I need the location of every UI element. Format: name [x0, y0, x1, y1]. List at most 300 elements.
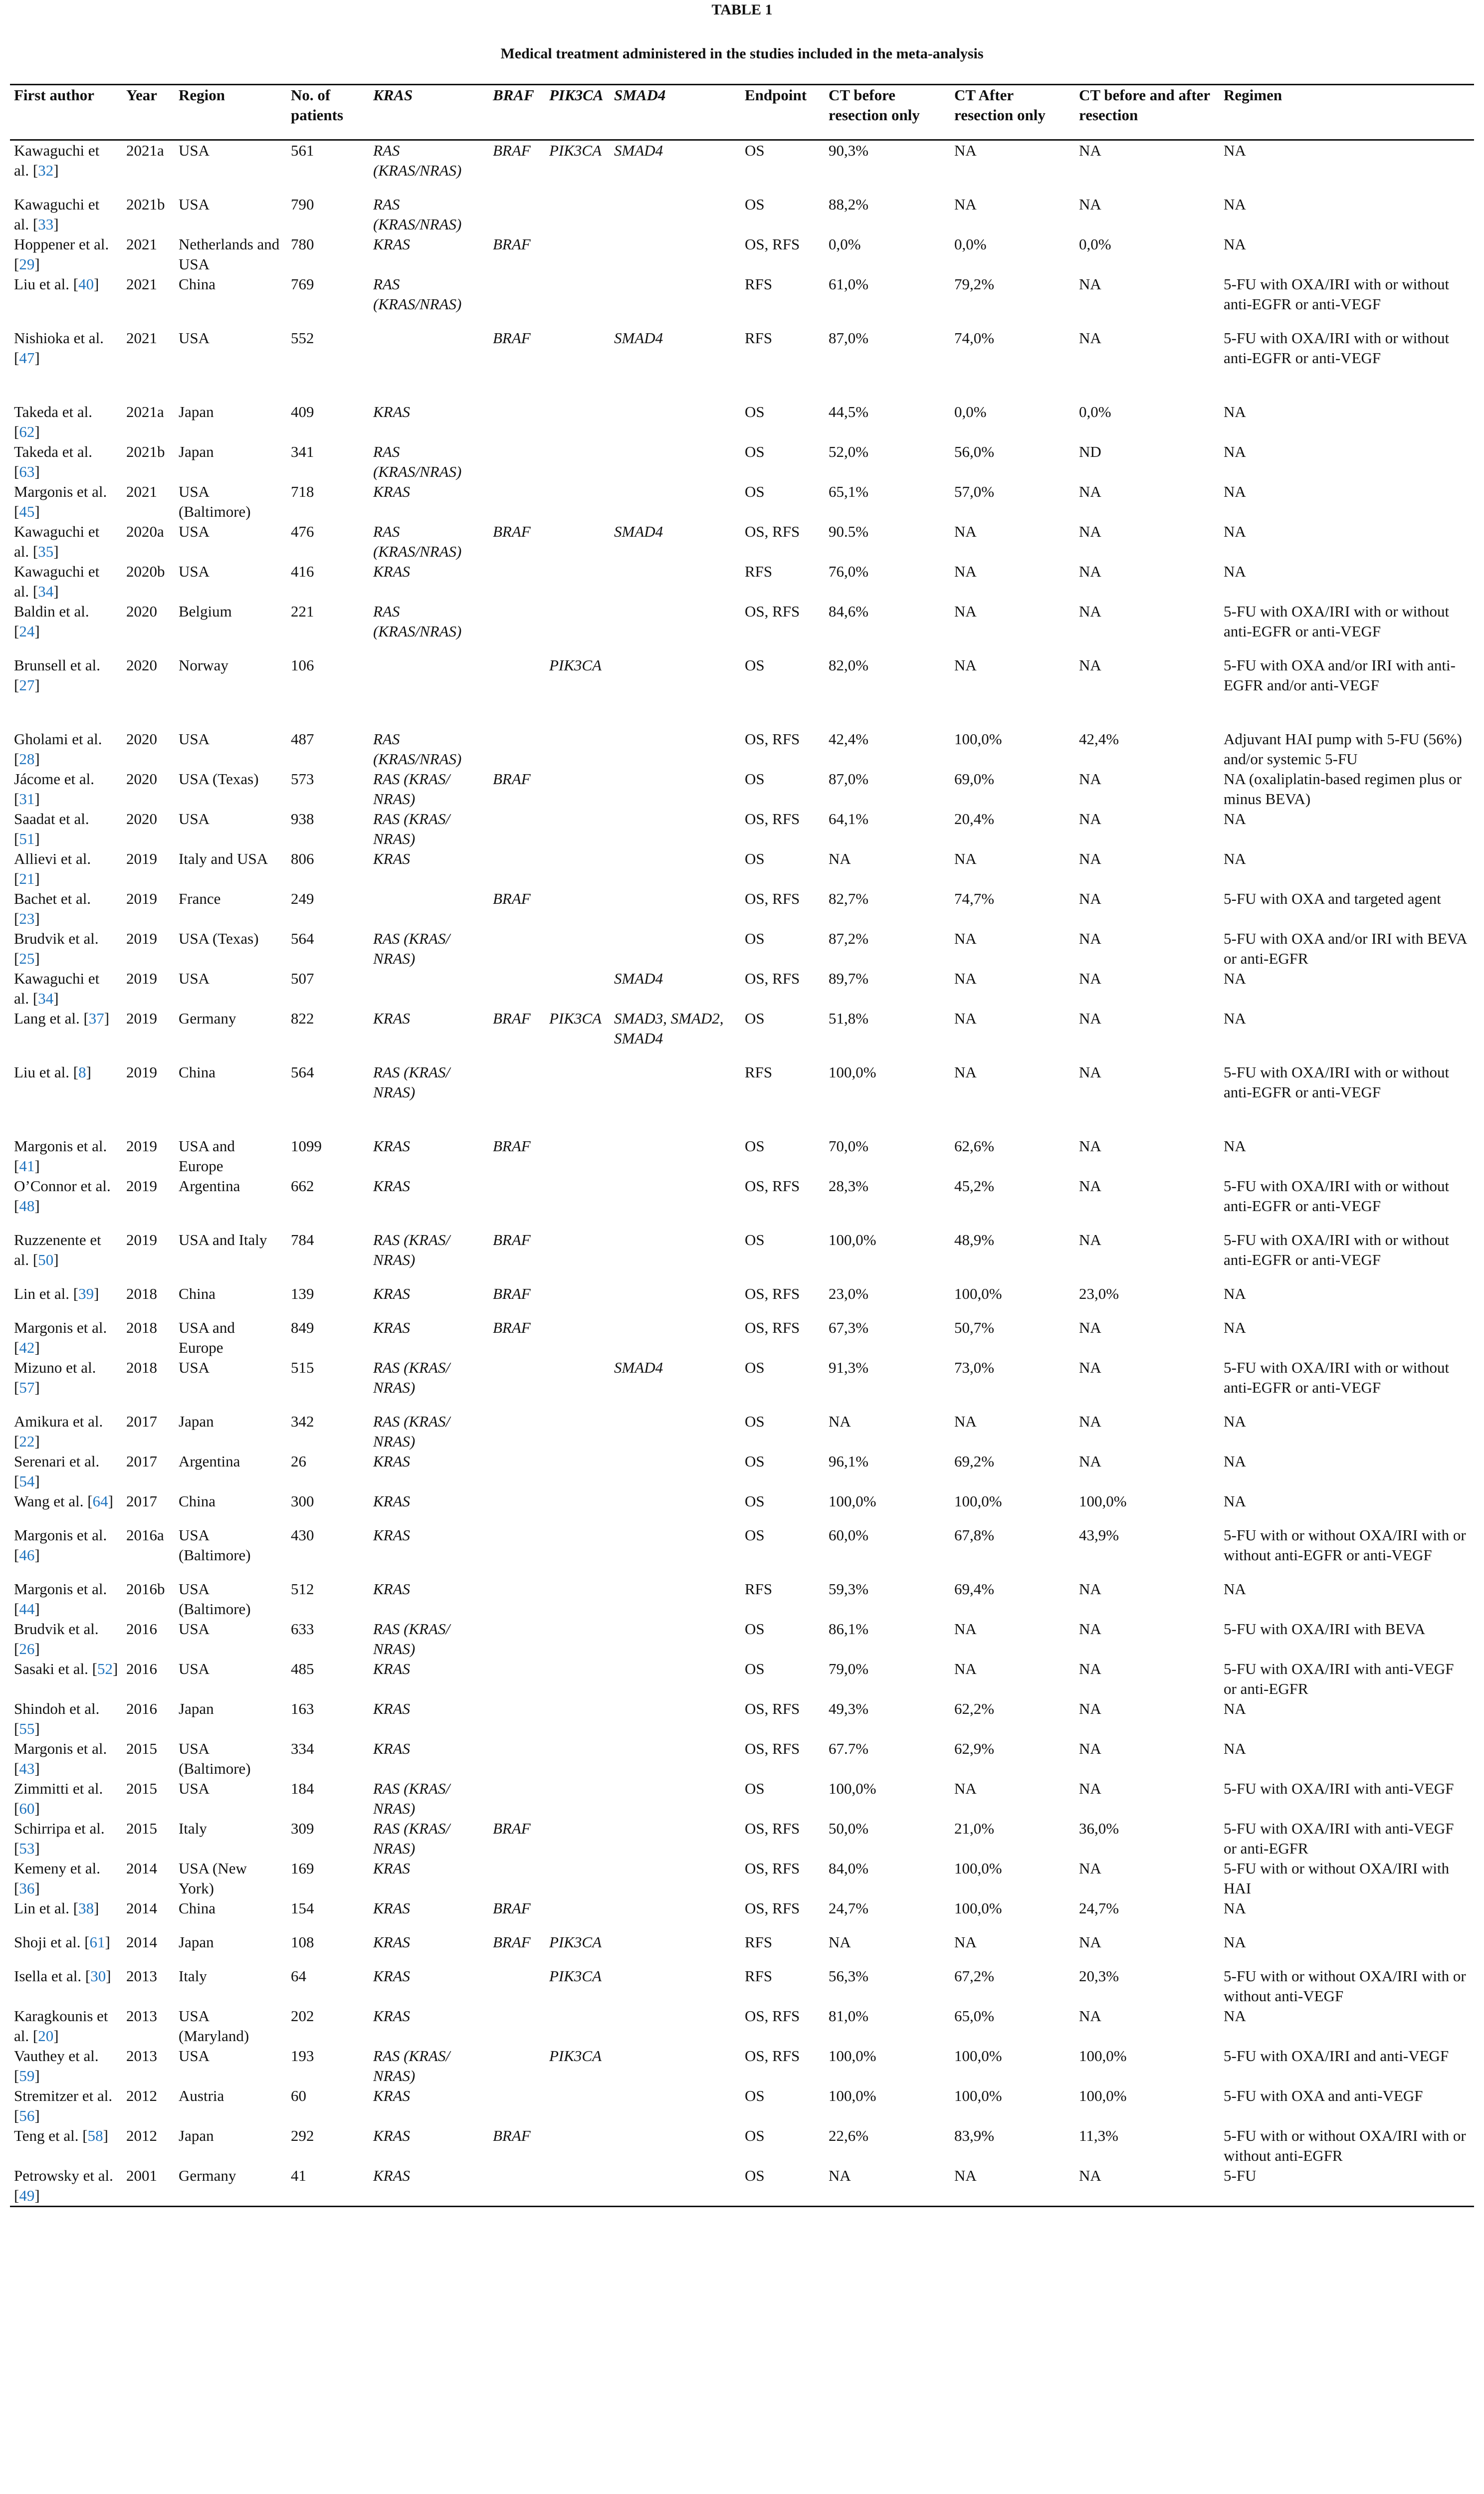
row-region: USA (Texas): [179, 770, 259, 788]
row-pik3ca: [545, 1412, 610, 1452]
table-row: [10, 929, 1474, 969]
row-ct-both: NA: [1079, 2007, 1101, 2025]
row-year: 2021: [126, 483, 157, 500]
citation-link[interactable]: 39: [78, 1285, 94, 1302]
row-kras: RAS (KRAS/ NRAS): [373, 1780, 450, 1817]
row-patients: 780: [291, 235, 314, 253]
row-ct-before: 28,3%: [829, 1177, 869, 1195]
row-pik3ca: [545, 274, 610, 328]
table-row: [10, 442, 1474, 482]
citation-link[interactable]: 43: [19, 1760, 35, 1777]
author-name: Bachet et al.: [14, 890, 91, 907]
row-ct-before: 52,0%: [829, 443, 869, 460]
row-regimen: 5-FU with OXA/IRI with anti-VEGF: [1224, 1780, 1454, 1797]
row-region: Italy: [179, 1967, 207, 1985]
row-region: USA: [179, 810, 210, 828]
row-year: 2020a: [126, 523, 164, 540]
row-braf: BRAF: [493, 1231, 531, 1248]
author-name: Teng et al.: [14, 2127, 79, 2144]
citation-link[interactable]: 46: [19, 1546, 35, 1564]
row-ct-both: NA: [1079, 483, 1101, 500]
row-kras: RAS (KRAS/ NRAS): [373, 2047, 450, 2084]
row-ct-after: NA: [954, 603, 977, 620]
table-row: [10, 1699, 1474, 1739]
header-braf: BRAF: [489, 85, 545, 140]
row-braf: [489, 729, 545, 769]
table-row: [10, 1659, 1474, 1699]
author-name: Lang et al.: [14, 1010, 80, 1027]
row-regimen: 5-FU with OXA/IRI with or without anti-EGFR or anti-VEGF: [1224, 275, 1450, 313]
row-regimen: NA: [1224, 523, 1246, 540]
citation-link[interactable]: 53: [19, 1840, 35, 1857]
citation-link[interactable]: 52: [97, 1660, 113, 1677]
citation-link[interactable]: 64: [92, 1492, 108, 1510]
row-smad4: [610, 1739, 741, 1779]
row-ct-after: NA: [950, 2166, 1075, 2207]
citation-link[interactable]: 42: [19, 1339, 35, 1356]
header-smad4: SMAD4: [610, 85, 741, 140]
row-ct-after: NA: [954, 563, 977, 580]
row-pik3ca: [545, 1318, 610, 1358]
citation-link[interactable]: 22: [19, 1433, 35, 1450]
row-kras: RAS (KRAS/ NRAS): [373, 1820, 450, 1857]
row-pik3ca: [545, 2126, 610, 2166]
row-ct-before: 79,0%: [829, 1660, 869, 1677]
table-row: [10, 1358, 1474, 1412]
row-ct-before: 42,4%: [829, 730, 869, 748]
row-smad4: [610, 1898, 741, 1932]
citation-link[interactable]: 33: [38, 215, 54, 233]
row-endpoint: OS: [745, 1231, 765, 1248]
row-regimen: 5-FU with or without OXA/IRI with or without anti-EGFR: [1224, 2127, 1466, 2164]
row-first-author: Brunsell et al. [27]: [14, 656, 101, 694]
author-name: Liu et al.: [14, 275, 70, 293]
row-ct-after: 100,0%: [954, 2087, 1002, 2104]
row-kras: RAS (KRAS/ NRAS): [373, 1620, 450, 1658]
row-patients: 790: [291, 196, 314, 213]
row-patients: 409: [291, 403, 314, 420]
row-year: 2014: [126, 1899, 157, 1917]
row-smad4: [610, 2086, 741, 2126]
row-region: USA: [179, 142, 210, 159]
row-pik3ca: [545, 1859, 610, 1898]
header-patients: No. of patients: [287, 85, 369, 140]
row-kras: RAS (KRAS/NRAS): [373, 603, 462, 640]
citation-link[interactable]: 8: [78, 1063, 86, 1081]
row-ct-before: 87,0%: [829, 329, 869, 347]
header-ct-both: CT before and after resection: [1075, 85, 1220, 140]
citation-link[interactable]: 40: [78, 275, 94, 293]
row-ct-after: 21,0%: [954, 1820, 995, 1837]
row-endpoint: RFS: [745, 563, 773, 580]
row-region: France: [179, 890, 221, 907]
row-ct-after: NA: [954, 523, 977, 540]
row-ct-both: NA: [1079, 1137, 1101, 1155]
row-year: 2021: [126, 329, 157, 347]
row-ct-before: 24,7%: [829, 1899, 869, 1917]
row-ct-before: 100,0%: [829, 1063, 876, 1081]
row-smad4: [610, 1699, 741, 1739]
row-region: USA and Europe: [179, 1319, 235, 1356]
citation-link[interactable]: 62: [19, 423, 35, 440]
citation-link[interactable]: 48: [19, 1197, 35, 1215]
row-ct-after: 62,2%: [954, 1700, 995, 1717]
row-region: USA and Europe: [179, 1137, 235, 1175]
row-year: 2016: [126, 1620, 157, 1638]
row-year: 2021b: [126, 196, 165, 213]
table-row: [10, 1491, 1474, 1525]
author-name: Kawaguchi et al.: [14, 142, 100, 179]
citation-link[interactable]: 26: [19, 1640, 35, 1658]
citation-link[interactable]: 51: [19, 830, 35, 847]
row-pik3ca: [545, 1739, 610, 1779]
row-ct-before: 90,3%: [829, 142, 869, 159]
row-regimen: NA: [1224, 1580, 1246, 1598]
row-pik3ca: [545, 522, 610, 562]
row-endpoint: OS, RFS: [745, 1820, 800, 1837]
row-pik3ca: [545, 969, 610, 1009]
row-kras: KRAS: [373, 1177, 411, 1195]
row-endpoint: OS: [745, 483, 765, 500]
row-region: USA: [179, 730, 210, 748]
header-ct-before: CT before resection only: [825, 85, 950, 140]
row-endpoint: RFS: [745, 275, 773, 293]
row-year: 2018: [126, 1359, 157, 1376]
citation-link[interactable]: 57: [19, 1379, 35, 1396]
row-smad4: [610, 729, 741, 769]
row-braf: [489, 1579, 545, 1619]
row-ct-both: NA: [1079, 1063, 1101, 1081]
row-first-author: Margonis et al. [44]: [14, 1580, 107, 1618]
row-first-author: Bachet et al. [23]: [14, 890, 91, 927]
citation-link[interactable]: 21: [19, 870, 35, 887]
author-name: Lin et al.: [14, 1285, 70, 1302]
row-pik3ca: [545, 1659, 610, 1699]
row-region: USA: [179, 970, 210, 987]
row-smad4: [610, 1176, 741, 1230]
citation-link[interactable]: 45: [19, 503, 35, 520]
row-braf: [489, 195, 545, 234]
author-name: Schirripa et al.: [14, 1820, 105, 1837]
citation-link[interactable]: 58: [87, 2127, 103, 2144]
row-pik3ca: PIK3CA: [549, 656, 602, 674]
row-smad4: [610, 1318, 741, 1358]
row-ct-after: 100,0%: [954, 730, 1002, 748]
table-row: [10, 769, 1474, 809]
row-regimen: 5-FU with OXA and/or IRI with BEVA or anti-EGFR: [1224, 930, 1467, 967]
row-endpoint: OS: [745, 1137, 765, 1155]
row-first-author: Allievi et al. [21]: [14, 850, 91, 887]
row-pik3ca: [545, 889, 610, 929]
row-smad4: [610, 889, 741, 929]
row-ct-before: 100,0%: [829, 1492, 876, 1510]
author-name: Kawaguchi et al.: [14, 196, 100, 233]
citation-link[interactable]: 49: [19, 2187, 35, 2204]
row-smad4: [610, 1230, 741, 1284]
author-name: Stremitzer et al.: [14, 2087, 113, 2104]
row-ct-before: 65,1%: [829, 483, 869, 500]
row-braf: [489, 1699, 545, 1739]
row-ct-both: NA: [1079, 1860, 1101, 1877]
row-region: USA (Baltimore): [179, 1526, 251, 1564]
row-pik3ca: [545, 849, 610, 889]
row-pik3ca: [545, 234, 610, 274]
row-ct-both: NA: [1079, 770, 1101, 788]
citation-link[interactable]: 56: [19, 2107, 35, 2124]
author-name: Sasaki et al.: [14, 1660, 88, 1677]
row-ct-before: 100,0%: [829, 2047, 876, 2065]
citation-link[interactable]: 47: [19, 349, 35, 367]
row-ct-after: 57,0%: [954, 483, 995, 500]
citation-link[interactable]: 50: [38, 1251, 54, 1268]
row-braf: [489, 442, 545, 482]
row-ct-both: NA: [1079, 275, 1101, 293]
row-regimen: NA: [1224, 443, 1246, 460]
row-ct-after: 74,0%: [954, 329, 995, 347]
row-endpoint: OS: [745, 1492, 765, 1510]
row-first-author: Margonis et al. [45]: [14, 483, 107, 520]
row-patients: 822: [291, 1010, 314, 1027]
author-name: Shindoh et al.: [14, 1700, 100, 1717]
author-name: Brudvik et al.: [14, 1620, 99, 1638]
row-patients: 193: [291, 2047, 314, 2065]
header-pik3ca: PIK3CA: [545, 85, 610, 140]
row-regimen: NA: [1224, 403, 1246, 420]
row-ct-after: NA: [954, 1660, 977, 1677]
row-smad4: [610, 402, 741, 442]
row-endpoint: OS, RFS: [745, 1740, 800, 1757]
citation-link[interactable]: 28: [19, 750, 35, 768]
citation-link[interactable]: 44: [19, 1600, 35, 1618]
row-ct-both: NA: [1079, 603, 1101, 620]
row-ct-before: 49,3%: [829, 1700, 869, 1717]
row-ct-after: 45,2%: [954, 1177, 995, 1195]
row-smad4: [610, 1062, 741, 1136]
row-first-author: Lang et al. [37]: [14, 1010, 110, 1027]
row-endpoint: OS, RFS: [745, 1860, 800, 1877]
row-pik3ca: [545, 1452, 610, 1491]
row-kras: RAS (KRAS/ NRAS): [373, 1359, 450, 1396]
author-name: Shoji et al.: [14, 1933, 81, 1951]
citation-link[interactable]: 61: [89, 1933, 105, 1951]
row-year: 2016: [126, 1700, 157, 1717]
row-first-author: Kemeny et al. [36]: [14, 1860, 101, 1897]
row-ct-after: NA: [954, 1780, 977, 1797]
row-ct-both: NA: [1079, 1933, 1101, 1951]
row-smad4: SMAD4: [614, 523, 663, 540]
row-first-author: Serenari et al. [54]: [14, 1453, 100, 1490]
row-ct-after: 100,0%: [954, 1899, 1002, 1917]
row-endpoint: RFS: [745, 1063, 773, 1081]
citation-link[interactable]: 30: [90, 1967, 106, 1985]
row-region: USA: [179, 1660, 210, 1677]
row-kras: KRAS: [373, 483, 411, 500]
row-first-author: Shoji et al. [61]: [14, 1933, 110, 1951]
row-braf: BRAF: [493, 235, 531, 253]
citation-link[interactable]: 55: [19, 1720, 35, 1737]
row-ct-after: NA: [954, 1620, 977, 1638]
author-name: Margonis et al.: [14, 1319, 107, 1336]
row-pik3ca: [545, 1525, 610, 1579]
row-regimen: 5-FU with OXA/IRI with or without anti-EGFR or anti-VEGF: [1224, 1177, 1450, 1215]
row-braf: BRAF: [493, 523, 531, 540]
row-ct-after: 83,9%: [954, 2127, 995, 2144]
row-year: 2017: [126, 1453, 157, 1470]
row-ct-before: 60,0%: [829, 1526, 869, 1544]
row-year: 2013: [126, 1967, 157, 1985]
row-kras: [369, 969, 489, 1009]
citation-link[interactable]: 36: [19, 1879, 35, 1897]
row-regimen: 5-FU with or without OXA/IRI with or without anti-VEGF: [1224, 1967, 1466, 2005]
row-regimen: 5-FU with OXA/IRI with anti-VEGF or anti-EGFR: [1224, 1660, 1454, 1697]
row-ct-both: NA: [1079, 930, 1101, 947]
row-ct-before: 67.7%: [829, 1740, 869, 1757]
row-endpoint: OS: [745, 2127, 765, 2144]
row-region: USA (Baltimore): [179, 1740, 251, 1777]
citation-link[interactable]: 54: [19, 1472, 35, 1490]
row-endpoint: OS: [745, 403, 765, 420]
row-ct-before: 100,0%: [829, 1231, 876, 1248]
row-year: 2020: [126, 730, 157, 748]
row-endpoint: OS, RFS: [745, 1319, 800, 1336]
row-ct-before: 91,3%: [829, 1359, 869, 1376]
row-year: 2019: [126, 930, 157, 947]
row-ct-both: NA: [1079, 1177, 1101, 1195]
citation-link[interactable]: 34: [38, 583, 54, 600]
author-name: Margonis et al.: [14, 483, 107, 500]
citation-link[interactable]: 29: [19, 255, 35, 273]
citation-link[interactable]: 20: [38, 2027, 54, 2045]
row-patients: 561: [291, 142, 314, 159]
citation-link[interactable]: 25: [19, 950, 35, 967]
row-pik3ca: [545, 195, 610, 234]
row-first-author: Kawaguchi et al. [34]: [14, 970, 100, 1007]
author-name: Mizuno et al.: [14, 1359, 96, 1376]
row-first-author: Sasaki et al. [52]: [14, 1660, 118, 1677]
row-year: 2015: [126, 1820, 157, 1837]
row-ct-before: 82,7%: [829, 890, 869, 907]
row-pik3ca: PIK3CA: [549, 142, 602, 159]
row-pik3ca: [545, 602, 610, 655]
row-ct-before: 90.5%: [829, 523, 869, 540]
row-first-author: Takeda et al. [63]: [14, 443, 93, 480]
header-first-author: First author: [10, 85, 122, 140]
row-first-author: Kawaguchi et al. [35]: [14, 523, 100, 560]
row-ct-after: 62,6%: [954, 1137, 995, 1155]
row-endpoint: OS, RFS: [745, 523, 800, 540]
row-regimen: NA: [1224, 1933, 1246, 1951]
row-year: 2017: [126, 1413, 157, 1430]
row-ct-before: 67,3%: [829, 1319, 869, 1336]
citation-link[interactable]: 24: [19, 623, 35, 640]
row-pik3ca: [545, 442, 610, 482]
row-regimen: 5-FU with OXA and targeted agent: [1224, 890, 1441, 907]
row-first-author: Wang et al. [64]: [14, 1492, 113, 1510]
row-region: Japan: [179, 1700, 214, 1717]
row-regimen: NA: [1224, 1453, 1246, 1470]
author-name: Isella et al.: [14, 1967, 82, 1985]
row-pik3ca: PIK3CA: [549, 1967, 602, 1985]
row-region: China: [179, 1899, 216, 1917]
row-kras: RAS (KRAS/ NRAS): [373, 770, 450, 808]
table-row: [10, 274, 1474, 328]
row-pik3ca: [545, 1898, 610, 1932]
citation-link[interactable]: 60: [19, 1800, 35, 1817]
author-name: O’Connor et al.: [14, 1177, 111, 1195]
row-year: 2016a: [126, 1526, 164, 1544]
row-kras: KRAS: [369, 2166, 489, 2207]
citation-link[interactable]: 35: [38, 543, 54, 560]
row-ct-before: 59,3%: [829, 1580, 869, 1598]
row-kras: [369, 889, 489, 929]
row-ct-both: NA: [1075, 2166, 1220, 2207]
row-kras: KRAS: [373, 2007, 411, 2025]
table-row: [10, 140, 1474, 195]
row-ct-both: 100,0%: [1079, 2047, 1127, 2065]
row-first-author: Brudvik et al. [26]: [14, 1620, 99, 1658]
row-year: 2015: [126, 1780, 157, 1797]
row-smad4: [610, 1659, 741, 1699]
row-braf: [489, 809, 545, 849]
row-pik3ca: PIK3CA: [549, 1933, 602, 1951]
row-endpoint: OS: [745, 1620, 765, 1638]
table-row: [10, 1739, 1474, 1779]
row-patients: 515: [291, 1359, 314, 1376]
row-patients: 184: [291, 1780, 314, 1797]
row-region: USA: [179, 523, 210, 540]
row-ct-before: NA: [829, 1413, 851, 1430]
table-row: [10, 1284, 1474, 1318]
row-regimen: 5-FU with or without OXA/IRI with HAI: [1224, 1860, 1450, 1897]
table-row: [10, 602, 1474, 655]
row-smad4: [610, 1966, 741, 2006]
table-row: [10, 402, 1474, 442]
row-region: Argentina: [179, 1177, 240, 1195]
row-smad4: [610, 1412, 741, 1452]
row-pik3ca: [545, 1358, 610, 1412]
citation-link[interactable]: 23: [19, 910, 35, 927]
row-ct-before: 84,6%: [829, 603, 869, 620]
row-region: China: [179, 1492, 216, 1510]
row-braf: BRAF: [493, 1319, 531, 1336]
row-region: USA: [179, 563, 210, 580]
row-regimen: 5-FU with OXA/IRI with or without anti-EGFR or anti-VEGF: [1224, 1231, 1450, 1268]
row-smad4: [610, 1284, 741, 1318]
citation-link[interactable]: 27: [19, 676, 35, 694]
row-regimen: 5-FU with OXA and anti-VEGF: [1224, 2087, 1423, 2104]
citation-link[interactable]: 38: [78, 1899, 94, 1917]
row-first-author: Ruzzenente et al. [50]: [14, 1231, 101, 1268]
row-kras: RAS (KRAS/NRAS): [373, 142, 462, 179]
citation-link[interactable]: 63: [19, 463, 35, 480]
row-pik3ca: [545, 2166, 610, 2207]
row-smad4: SMAD4: [614, 142, 663, 159]
table-header-row: [10, 85, 1474, 140]
row-endpoint: OS, RFS: [745, 235, 800, 253]
citation-link[interactable]: 37: [88, 1010, 104, 1027]
row-region: Japan: [179, 1933, 214, 1951]
citation-link[interactable]: 31: [19, 790, 35, 808]
row-smad4: [610, 482, 741, 522]
row-first-author: Isella et al. [30]: [14, 1967, 111, 1985]
citation-link[interactable]: 34: [38, 990, 54, 1007]
citation-link[interactable]: 41: [19, 1157, 35, 1175]
citation-link[interactable]: 32: [38, 162, 54, 179]
row-year: 2020: [126, 656, 157, 674]
row-kras: KRAS: [373, 1285, 411, 1302]
citation-link[interactable]: 59: [19, 2067, 35, 2084]
row-region: Japan: [179, 443, 214, 460]
